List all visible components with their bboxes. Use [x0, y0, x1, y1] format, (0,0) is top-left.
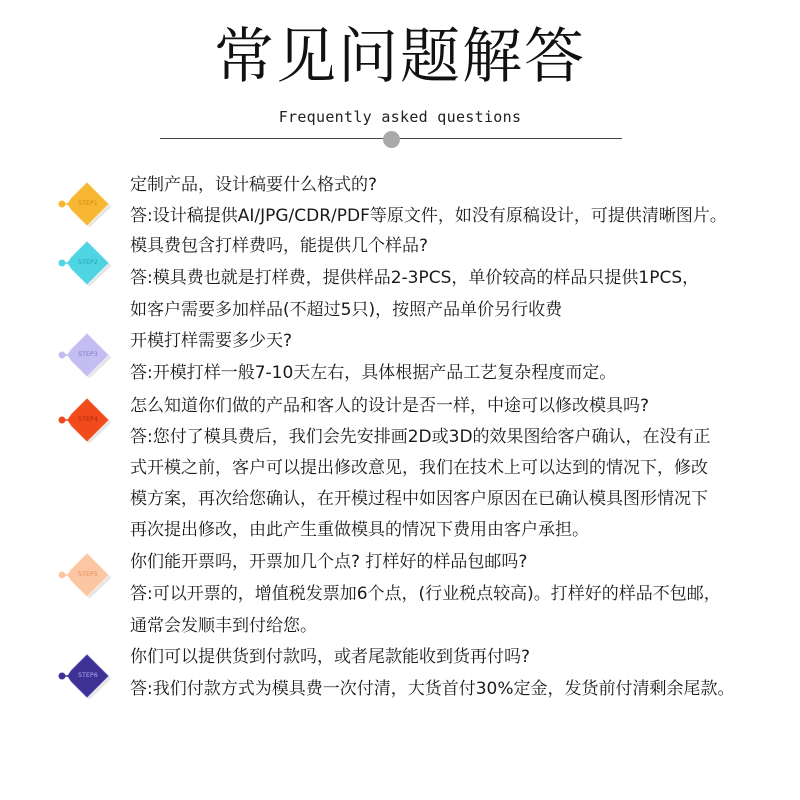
page-subtitle: Frequently asked questions: [278, 108, 522, 126]
faq-answer-line: 通常会发顺丰到付给您。: [130, 616, 317, 636]
faq-question: 怎么知道你们做的产品和客人的设计是否一样，中途可以修改模具吗?: [130, 396, 650, 416]
step-label: STEP2: [78, 259, 98, 266]
step-badge-5: [56, 551, 116, 599]
faq-question: 定制产品，设计稿要什么格式的?: [130, 175, 378, 195]
faq-question: 你们能开票吗，开票加几个点? 打样好的样品包邮吗?: [130, 552, 528, 572]
step-label: STEP3: [78, 351, 98, 358]
faq-answer-line: 再次提出修改，由此产生重做模具的情况下费用由客户承担。: [130, 520, 589, 540]
page-title: 常见问题解答: [214, 22, 586, 92]
faq-answer-line: 答:开模打样一般7-10天左右，具体根据产品工艺复杂程度而定。: [130, 363, 617, 383]
step-badge-6: [56, 652, 116, 700]
step-badge-4: [56, 396, 116, 444]
step-label: STEP4: [78, 416, 98, 423]
step-label: STEP6: [78, 672, 98, 679]
faq-question: 开模打样需要多少天?: [130, 331, 293, 351]
divider-dot: [383, 131, 400, 148]
faq-answer-line: 答:设计稿提供AI/JPG/CDR/PDF等原文件，如没有原稿设计，可提供清晰图片。: [130, 206, 727, 226]
faq-answer-line: 答:您付了模具费后，我们会先安排画2D或3D的效果图给客户确认，在没有正: [130, 427, 711, 447]
faq-question: 你们可以提供货到付款吗，或者尾款能收到货再付吗?: [130, 647, 531, 667]
faq-answer-line: 答:模具费也就是打样费，提供样品2-3PCS，单价较高的样品只提供1PCS，: [130, 268, 700, 288]
faq-answer-line: 答:可以开票的，增值税发票加6个点，(行业税点较高)。打样好的样品不包邮，: [130, 584, 721, 604]
faq-answer-line: 如客户需要多加样品(不超过5只)，按照产品单价另行收费: [130, 300, 563, 320]
step-label: STEP5: [78, 571, 98, 578]
step-badge-2: [56, 239, 116, 287]
step-badge-1: [56, 180, 116, 228]
faq-answer-line: 模方案，再次给您确认，在开模过程中如因客户原因在已确认模具图形情况下: [130, 489, 708, 509]
faq-answer-line: 式开模之前，客户可以提出修改意见，我们在技术上可以达到的情况下，修改: [130, 458, 708, 478]
step-badge-3: [56, 331, 116, 379]
faq-question: 模具费包含打样费吗，能提供几个样品?: [130, 236, 429, 256]
faq-answer-line: 答:我们付款方式为模具费一次付清，大货首付30%定金，发货前付清剩余尾款。: [130, 679, 735, 699]
step-label: STEP1: [78, 200, 98, 207]
